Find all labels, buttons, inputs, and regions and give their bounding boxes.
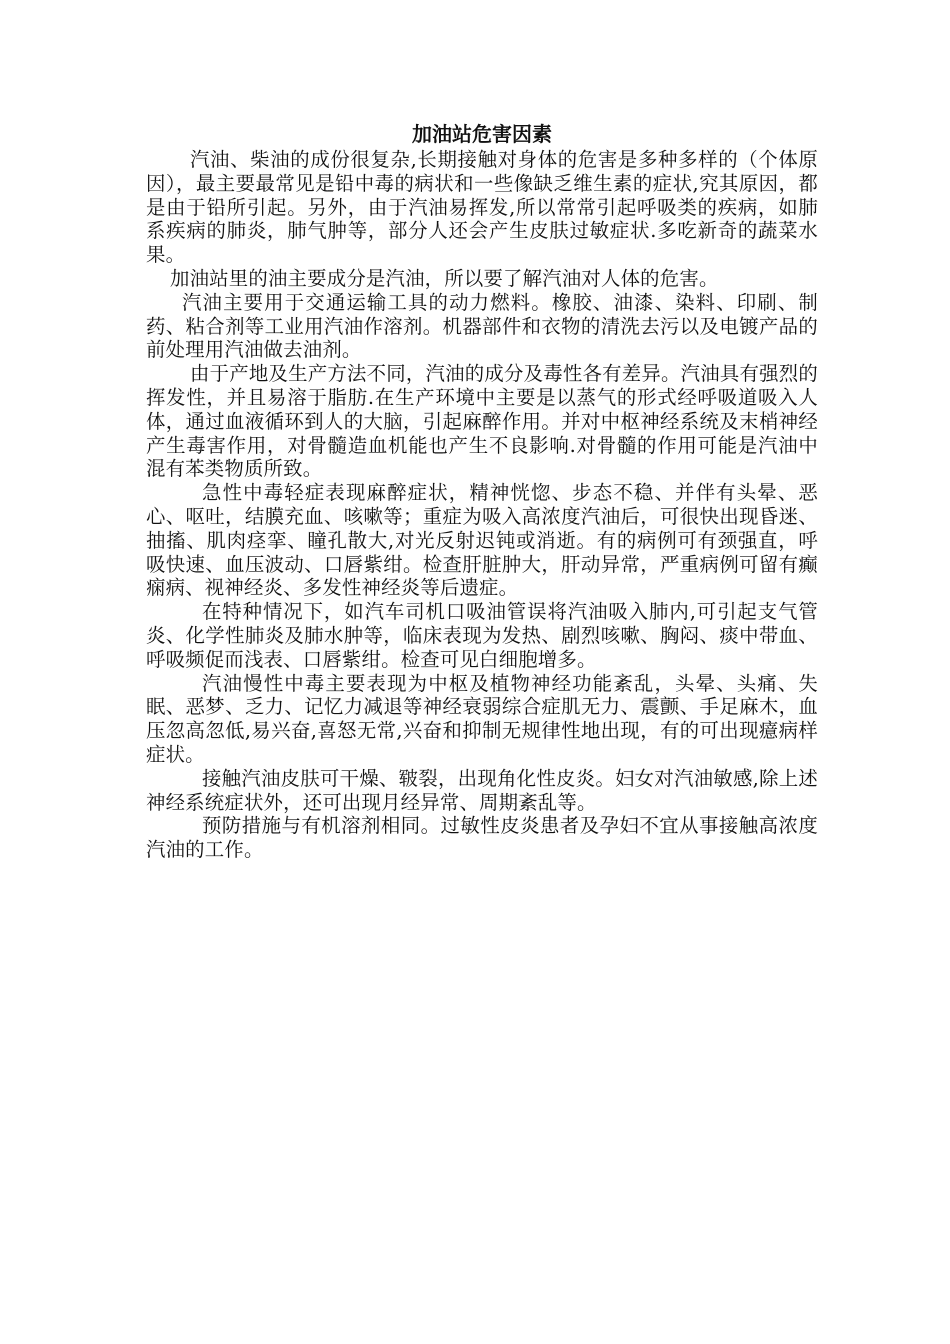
paragraph-composition: 汽油、柴油的成份很复杂,长期接触对身体的危害是多种多样的（个体原因），最主要最常见是铅中毒的病状和一些像缺乏维生素的症状,究其原因，都是由于铅所引起。另外，由于汽油易挥发,所以常常引起呼吸类的疾病，如肺系疾病的肺炎，肺气肿等，部分人还会产生皮肤过敏症状.多吃新奇的蔬菜水果。 bbox=[146, 148, 818, 267]
paragraph-skin-contact: 接触汽油皮肤可干燥、皲裂，出现角化性皮炎。妇女对汽油敏感,除上述神经系统症状外，还可出现月经异常、周期紊乱等。 bbox=[146, 766, 818, 814]
paragraph-toxicity: 由于产地及生产方法不同，汽油的成分及毒性各有差异。汽油具有强烈的挥发性，并且易溶于脂肪.在生产环境中主要是以蒸气的形式经呼吸道吸入人体，通过血液循环到人的大脑，引起麻醉作用。并对中枢神经系统及末梢神经产生毒害作用，对骨髓造血机能也产生不良影响.对骨髓的作用可能是汽油中混有苯类物质所致。 bbox=[146, 362, 818, 481]
paragraph-uses: 汽油主要用于交通运输工具的动力燃料。橡胶、油漆、染料、印刷、制药、粘合剂等工业用汽油作溶剂。机器部件和衣物的清洗去污以及电镀产品的前处理用汽油做去油剂。 bbox=[146, 290, 818, 362]
document-page bbox=[146, 120, 818, 862]
paragraph-gas-station-oil: 加油站里的油主要成分是汽油，所以要了解汽油对人体的危害。 bbox=[170, 266, 719, 290]
paragraph-acute-poisoning: 急性中毒轻症表现麻醉症状，精神恍惚、步态不稳、并伴有头晕、恶心、呕吐，结膜充血、咳嗽等；重症为吸入高浓度汽油后，可很快出现昏迷、抽搐、肌肉痉挛、瞳孔散大,对光反射迟钝或消逝。有的病例可有颈强直，呼吸快速、血压波动、口唇紫绀。检查肝脏肿大，肝动异常，严重病例可留有癫痫病、视神经炎、多发性神经炎等后遗症。 bbox=[146, 481, 818, 600]
paragraph-special-cases: 在特种情况下，如汽车司机口吸油管误将汽油吸入肺内,可引起支气管炎、化学性肺炎及肺水肿等，临床表现为发热、剧烈咳嗽、胸闷、痰中带血、呼吸频促而浅表、口唇紫绀。检查可见白细胞增多。 bbox=[146, 600, 818, 671]
paragraph-prevention: 预防措施与有机溶剂相同。过敏性皮炎患者及孕妇不宜从事接触高浓度汽油的工作。 bbox=[146, 814, 818, 862]
paragraph-chronic-poisoning: 汽油慢性中毒主要表现为中枢及植物神经功能紊乱，头晕、头痛、失眠、恶梦、乏力、记忆力减退等神经衰弱综合症肌无力、震颤、手足麻木，血压忽高忽低,易兴奋,喜怒无常,兴奋和抑制无规律性地出现，有的可出现癔病样症状。 bbox=[146, 671, 818, 766]
document-title: 加油站危害因素 bbox=[412, 122, 552, 146]
